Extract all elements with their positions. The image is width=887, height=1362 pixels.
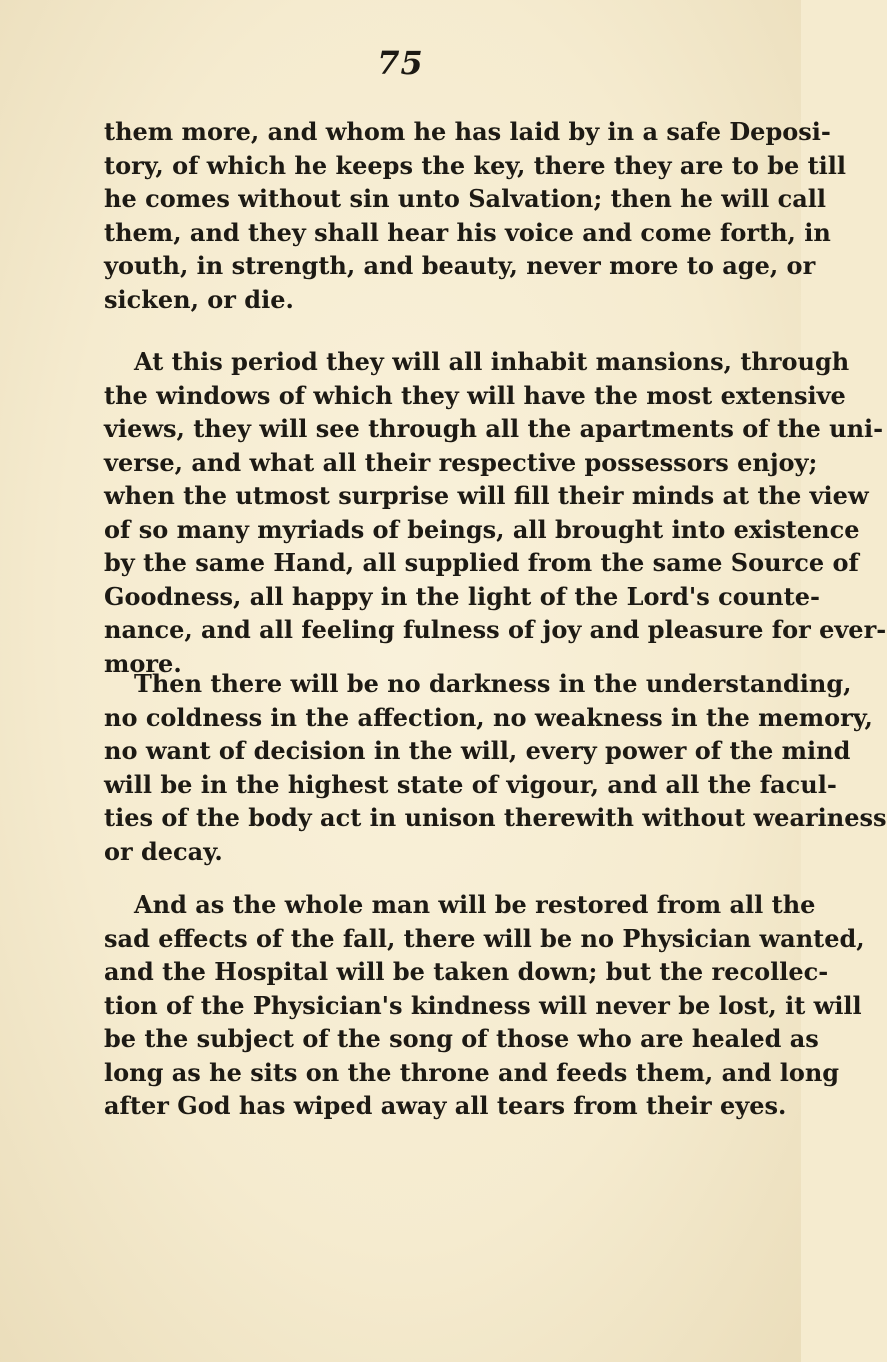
text-line: the windows of which they will have the most extensive	[104, 380, 846, 410]
text-line: ties of the body act in unison therewith without weariness	[104, 803, 887, 832]
text-line: tory, of which he keeps the key, there they are to be till	[104, 150, 847, 180]
paragraph-1	[104, 115, 847, 316]
text-line: views, they will see through all the apartments of the uni-	[104, 414, 884, 443]
text-line: no coldness in the affection, no weakness in the memory,	[104, 702, 873, 732]
text-line: when the utmost surprise will fill their minds at the view	[104, 481, 869, 510]
text-line: he comes without sin unto Salvation; then he will call	[104, 184, 827, 213]
text-line: by the same Hand, all supplied from the same Source of	[104, 548, 859, 577]
text-line: And as the whole man will be restored from all the	[134, 890, 816, 919]
paragraph-4	[104, 888, 865, 1123]
text-line: nance, and all feeling fulness of joy and pleasure for ever-	[104, 615, 887, 644]
text-line: tion of the Physician's kindness will never be lost, it will	[104, 990, 862, 1020]
text-line: after God has wiped away all tears from their eyes.	[104, 1091, 787, 1120]
text-line: of so many myriads of beings, all brought into existence	[104, 514, 860, 544]
paragraph-3	[104, 667, 887, 868]
text-line: sicken, or die.	[104, 284, 294, 314]
text-line: or decay.	[104, 836, 223, 866]
text-line: At this period they will all inhabit mansions, through	[134, 347, 850, 376]
text-line: Then there will be no darkness in the understanding,	[134, 669, 852, 698]
text-line: Goodness, all happy in the light of the Lord's counte-	[104, 581, 820, 611]
text-line: verse, and what all their respective possessors enjoy;	[104, 447, 818, 477]
text-line: will be in the highest state of vigour, and all the facul-	[104, 769, 837, 799]
text-line: and the Hospital will be taken down; but the recollec-	[104, 957, 829, 986]
paragraph-2	[104, 345, 887, 680]
text-line: more.	[104, 648, 182, 678]
text-line: them, and they shall hear his voice and come forth, in	[104, 217, 831, 247]
text-line: be the subject of the song of those who are healed as	[104, 1024, 819, 1053]
page-number: 75	[377, 44, 424, 82]
text-line: sad effects of the fall, there will be no Physician wanted,	[104, 923, 865, 953]
text-line: them more, and whom he has laid by in a safe Deposi-	[104, 117, 831, 146]
text-line: no want of decision in the will, every power of the mind	[104, 736, 851, 765]
text-line: youth, in strength, and beauty, never more to age, or	[104, 251, 816, 280]
text-line: long as he sits on the throne and feeds them, and long	[104, 1057, 840, 1087]
